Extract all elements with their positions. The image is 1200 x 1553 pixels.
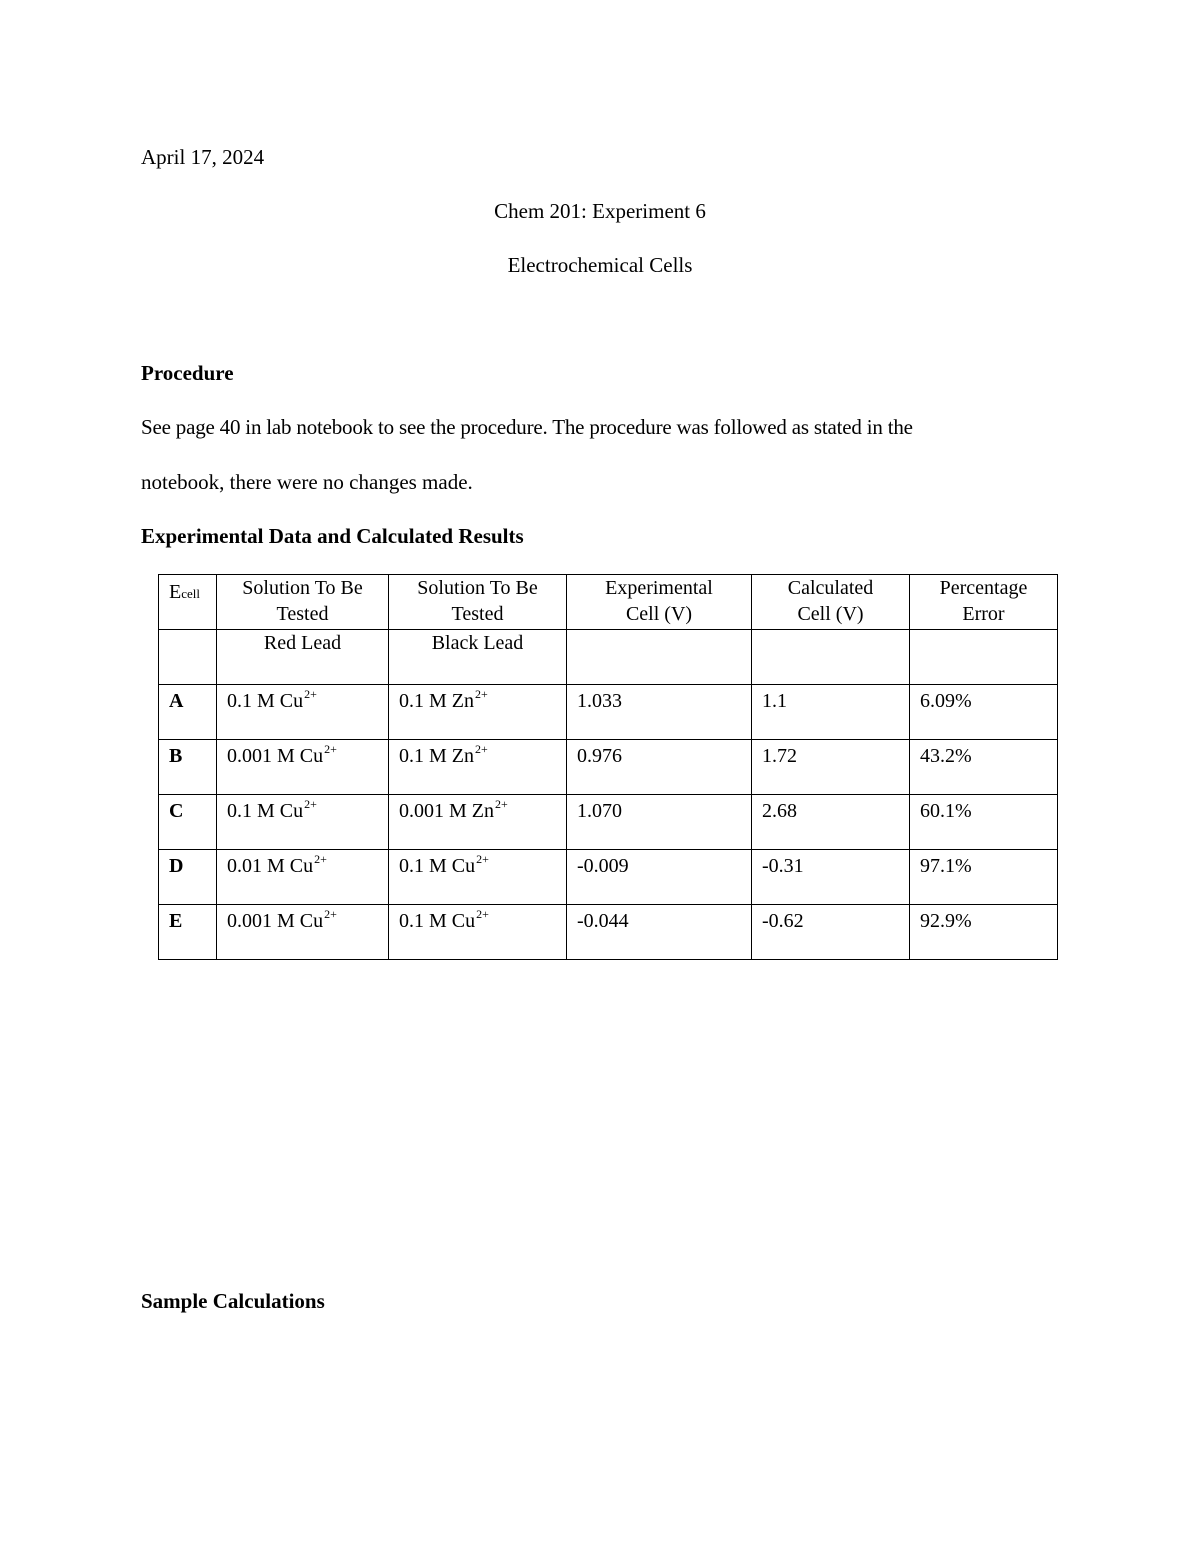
experimental-value	[567, 685, 752, 740]
row-label	[159, 685, 217, 740]
row-label-text: D	[169, 855, 184, 877]
experimental-value	[567, 795, 752, 850]
report-date: April 17, 2024	[141, 145, 265, 169]
results-heading: Experimental Data and Calculated Results	[141, 524, 524, 548]
table-row	[159, 795, 1058, 850]
solution-text: 0.1 M Zn	[399, 745, 474, 767]
sample-calculations-heading: Sample Calculations	[141, 1289, 325, 1313]
value-text: 6.09%	[920, 690, 972, 712]
value-text: -0.31	[762, 855, 804, 877]
procedure-heading: Procedure	[141, 361, 234, 385]
header-line: Tested	[276, 603, 329, 625]
black-lead-label: Black Lead	[389, 630, 567, 685]
ion-charge: 2+	[314, 852, 327, 866]
empty-cell	[910, 630, 1058, 685]
row-label	[159, 740, 217, 795]
red-lead-solution	[217, 685, 389, 740]
calculated-value	[752, 795, 910, 850]
experimental-value	[567, 740, 752, 795]
solution-text: 0.01 M Cu	[227, 855, 314, 877]
solution-text: 0.1 M Zn	[399, 690, 474, 712]
percentage-error-header	[910, 575, 1058, 630]
solution-text: 0.1 M Cu	[399, 910, 476, 932]
value-text: 60.1%	[920, 800, 972, 822]
table-body	[159, 685, 1058, 960]
value-text: 2.68	[762, 800, 797, 822]
value-text: 1.033	[577, 690, 622, 712]
row-label	[159, 795, 217, 850]
ion-charge: 2+	[304, 797, 317, 811]
black-lead-solution	[389, 740, 567, 795]
header-line: Cell (V)	[625, 603, 693, 625]
percentage-error-value	[910, 850, 1058, 905]
calculated-value	[752, 740, 910, 795]
black-lead-solution	[389, 685, 567, 740]
black-lead-solution	[389, 795, 567, 850]
table-row	[159, 740, 1058, 795]
table-header-row	[159, 575, 1058, 630]
calculated-value	[752, 905, 910, 960]
header-line: Solution To Be	[417, 577, 538, 599]
table-row	[159, 685, 1058, 740]
table-row	[159, 905, 1058, 960]
red-lead-solution	[217, 795, 389, 850]
table-subheader-row	[159, 630, 1058, 685]
header-line: Percentage	[939, 577, 1028, 599]
experimental-cell-header	[567, 575, 752, 630]
header-line: Cell (V)	[797, 603, 864, 625]
value-text: -0.62	[762, 910, 804, 932]
value-text: -0.009	[577, 855, 629, 877]
empty-cell	[159, 630, 217, 685]
row-label-text: C	[169, 800, 184, 822]
black-solution-header	[389, 575, 567, 630]
percentage-error-value	[910, 740, 1058, 795]
row-label-text: B	[169, 745, 183, 767]
ecell-header	[159, 575, 217, 630]
row-label-text: A	[169, 690, 184, 712]
header-line: Solution To Be	[242, 577, 363, 599]
experiment-title: Electrochemical Cells	[507, 253, 693, 277]
row-label	[159, 905, 217, 960]
procedure-text-line-1: See page 40 in lab notebook to see the procedure. The procedure was followed as stated in the	[141, 415, 913, 439]
value-text: 92.9%	[920, 910, 972, 932]
solution-text: 0.1 M Cu	[227, 690, 304, 712]
ecell-symbol: E	[169, 581, 182, 603]
ecell-subscript: cell	[181, 586, 200, 601]
calculated-value	[752, 685, 910, 740]
red-lead-solution	[217, 850, 389, 905]
ion-charge: 2+	[476, 907, 489, 921]
value-text: 1.1	[762, 690, 787, 712]
solution-text: 0.001 M Cu	[227, 745, 324, 767]
ion-charge: 2+	[304, 687, 317, 701]
red-solution-header	[217, 575, 389, 630]
solution-text: 0.001 M Cu	[227, 910, 324, 932]
row-label	[159, 850, 217, 905]
ion-charge: 2+	[475, 742, 488, 756]
header-line: Error	[962, 603, 1005, 625]
header-line: Experimental	[605, 577, 713, 599]
header-line: Calculated	[787, 577, 874, 599]
results-table	[158, 574, 1058, 960]
black-lead-solution	[389, 850, 567, 905]
percentage-error-value	[910, 905, 1058, 960]
solution-text: 0.001 M Zn	[399, 800, 494, 822]
ion-charge: 2+	[475, 687, 488, 701]
red-lead-solution	[217, 740, 389, 795]
value-text: 43.2%	[920, 745, 972, 767]
red-lead-label: Red Lead	[217, 630, 389, 685]
table-row	[159, 850, 1058, 905]
empty-cell	[567, 630, 752, 685]
experimental-value	[567, 850, 752, 905]
black-lead-solution	[389, 905, 567, 960]
percentage-error-value	[910, 795, 1058, 850]
solution-text: 0.1 M Cu	[227, 800, 304, 822]
ion-charge: 2+	[476, 852, 489, 866]
procedure-text-line-2: notebook, there were no changes made.	[141, 470, 473, 494]
ion-charge: 2+	[495, 797, 508, 811]
calculated-cell-header	[752, 575, 910, 630]
ion-charge: 2+	[324, 742, 337, 756]
value-text: -0.044	[577, 910, 629, 932]
value-text: 0.976	[577, 745, 622, 767]
ion-charge: 2+	[324, 907, 337, 921]
value-text: 1.72	[762, 745, 797, 767]
experimental-value	[567, 905, 752, 960]
value-text: 97.1%	[920, 855, 972, 877]
calculated-value	[752, 850, 910, 905]
percentage-error-value	[910, 685, 1058, 740]
empty-cell	[752, 630, 910, 685]
course-title: Chem 201: Experiment 6	[494, 199, 706, 223]
header-line: Tested	[451, 603, 504, 625]
row-label-text: E	[169, 910, 183, 932]
value-text: 1.070	[577, 800, 622, 822]
solution-text: 0.1 M Cu	[399, 855, 476, 877]
red-lead-solution	[217, 905, 389, 960]
